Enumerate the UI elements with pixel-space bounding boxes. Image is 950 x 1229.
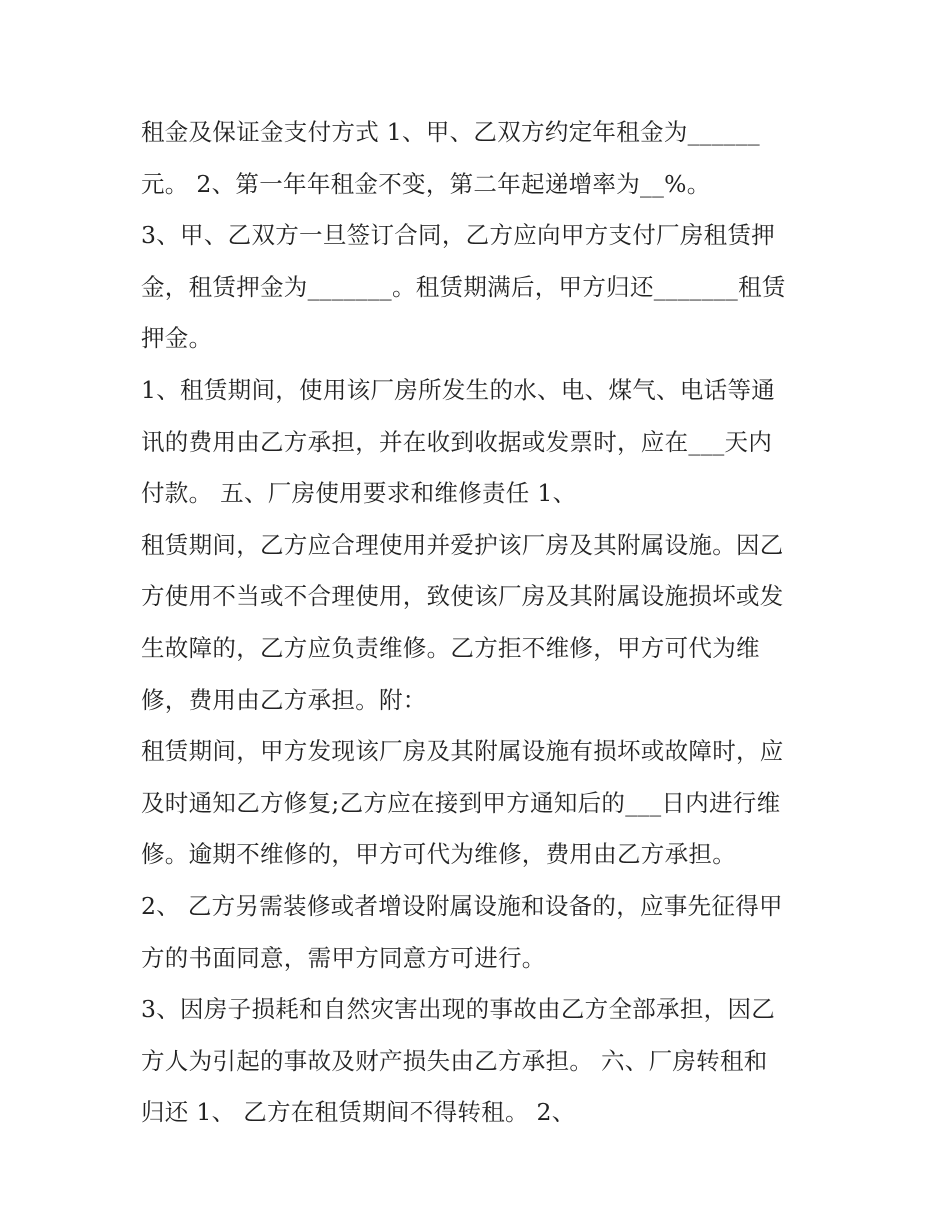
- text-line: 讯的费用由乙方承担，并在收到收据或发票时，应在___天内: [141, 427, 773, 456]
- text-line: 方人为引起的事故及财产损失由乙方承担。 六、厂房转租和: [141, 1046, 768, 1075]
- text-line: 3、因房子损耗和自然灾害出现的事故由乙方全部承担，因乙: [141, 995, 776, 1024]
- text-line: 押金。: [141, 324, 213, 353]
- text-line: 方使用不当或不合理使用，致使该厂房及其附属设施损坏或发: [141, 582, 784, 611]
- text-line: 租赁期间，甲方发现该厂房及其附属设施有损坏或故障时，应: [141, 737, 784, 766]
- text-line: 及时通知乙方修复;乙方应在接到甲方通知后的___日内进行维: [141, 788, 781, 817]
- text-line: 1、租赁期间，使用该厂房所发生的水、电、煤气、电话等通: [141, 375, 776, 404]
- text-line: 2、 乙方另需装修或者增设附属设施和设备的，应事先征得甲: [141, 891, 783, 920]
- text-line: 3、甲、乙双方一旦签订合同，乙方应向甲方支付厂房租赁押: [141, 221, 776, 250]
- text-line: 金，租赁押金为_______。租赁期满后，甲方归还_______租赁: [141, 272, 786, 301]
- text-line: 元。 2、第一年年租金不变，第二年起递增率为__%。: [141, 169, 711, 198]
- text-line: 付款。 五、厂房使用要求和维修责任 1、: [141, 479, 577, 508]
- text-line: 租赁期间，乙方应合理使用并爱护该厂房及其附属设施。因乙: [141, 530, 784, 559]
- text-line: 修，费用由乙方承担。附：: [141, 685, 427, 714]
- document-body: [141, 112, 831, 1144]
- text-line: 生故障的，乙方应负责维修。乙方拒不维修，甲方可代为维: [141, 633, 760, 662]
- text-line: 租金及保证金支付方式 1、甲、乙双方约定年租金为______: [141, 118, 760, 146]
- text-line: 方的书面同意，需甲方同意方可进行。: [141, 943, 546, 972]
- text-line: 归还 1、 乙方在租赁期间不得转租。 2、: [141, 1098, 576, 1127]
- text-line: 修。逾期不维修的，甲方可代为维修，费用由乙方承担。: [141, 840, 736, 869]
